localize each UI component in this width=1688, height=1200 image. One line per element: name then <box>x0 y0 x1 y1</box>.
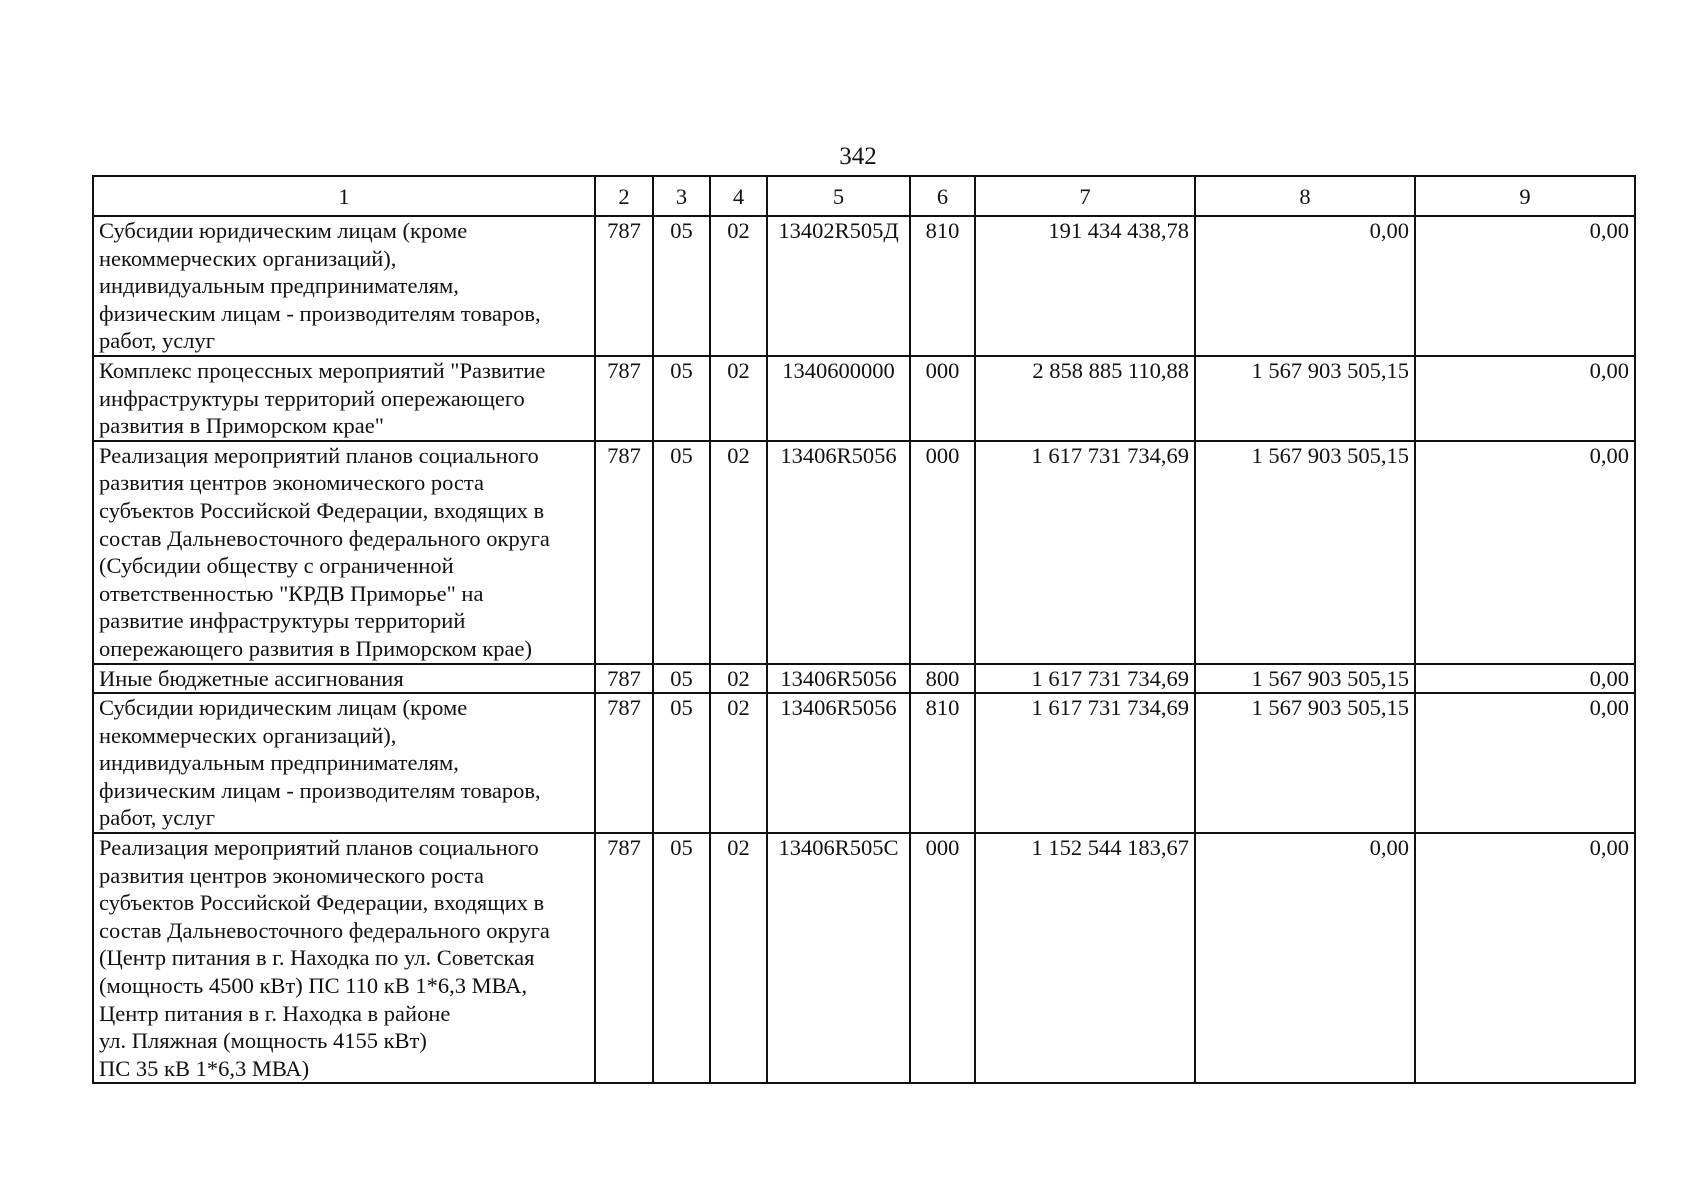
amount-col-9: 0,00 <box>1415 216 1635 356</box>
description-line: Субсидии юридическим лицам (кроме <box>99 218 468 243</box>
description-line: Реализация мероприятий планов социального <box>99 442 539 468</box>
section-code: 05 <box>653 833 710 1083</box>
description-line: индивидуальным предпринимателям, <box>99 273 459 299</box>
page-number: 342 <box>839 143 877 170</box>
amount-col-8: 1 567 903 505,15 <box>1195 356 1415 441</box>
expense-type-code: 000 <box>910 441 975 664</box>
section-code: 05 <box>653 216 710 356</box>
amount-col-8: 1 567 903 505,15 <box>1195 693 1415 833</box>
header-col-4: 4 <box>710 176 767 216</box>
description-line: (Субсидии обществу с ограниченной <box>99 553 454 579</box>
description-line: Реализация мероприятий планов социального <box>99 835 539 861</box>
table-row <box>93 441 1635 664</box>
amount-col-8: 0,00 <box>1195 216 1415 356</box>
description-line: (Центр питания в г. Находка по ул. Советская <box>99 945 535 971</box>
row-description <box>93 441 595 664</box>
target-article-code: 13402R505Д <box>767 216 910 356</box>
header-col-8: 8 <box>1195 176 1415 216</box>
expense-type-code: 810 <box>910 693 975 833</box>
header-col-9: 9 <box>1415 176 1635 216</box>
amount-col-9: 0,00 <box>1415 356 1635 441</box>
table-row <box>93 216 1635 356</box>
amount-col-7: 191 434 438,78 <box>975 216 1195 356</box>
ministry-code: 787 <box>595 216 653 356</box>
header-col-7: 7 <box>975 176 1195 216</box>
description-line: работ, услуг <box>99 328 215 354</box>
subsection-code: 02 <box>710 693 767 833</box>
target-article-code: 13406R5056 <box>767 664 910 694</box>
subsection-code: 02 <box>710 664 767 694</box>
expense-type-code: 800 <box>910 664 975 694</box>
description-line: развития в Приморском крае" <box>99 413 384 439</box>
description-line: физическим лицам - производителям товаров, <box>99 777 541 803</box>
amount-col-7: 1 617 731 734,69 <box>975 441 1195 664</box>
description-line: физическим лицам - производителям товаров, <box>99 300 541 326</box>
description-line: работ, услуг <box>99 805 215 831</box>
ministry-code: 787 <box>595 833 653 1083</box>
description-line: некоммерческих организаций), <box>99 245 397 271</box>
amount-col-8: 1 567 903 505,15 <box>1195 441 1415 664</box>
row-description <box>93 356 595 441</box>
description-line: субъектов Российской Федерации, входящих в <box>99 890 545 916</box>
subsection-code: 02 <box>710 441 767 664</box>
ministry-code: 787 <box>595 693 653 833</box>
target-article-code: 13406R5056 <box>767 441 910 664</box>
amount-col-8: 0,00 <box>1195 833 1415 1083</box>
header-col-2: 2 <box>595 176 653 216</box>
table-row <box>93 693 1635 833</box>
description-line: состав Дальневосточного федерального округа <box>99 525 550 551</box>
amount-col-7: 1 617 731 734,69 <box>975 664 1195 694</box>
description-line: Иные бюджетные ассигнования <box>99 665 404 691</box>
description-line: некоммерческих организаций), <box>99 722 397 748</box>
expense-type-code: 000 <box>910 833 975 1083</box>
subsection-code: 02 <box>710 216 767 356</box>
section-code: 05 <box>653 664 710 694</box>
section-code: 05 <box>653 356 710 441</box>
description-line: инфраструктуры территорий опережающего <box>99 385 525 411</box>
row-description <box>93 664 595 694</box>
subsection-code: 02 <box>710 356 767 441</box>
ministry-code: 787 <box>595 356 653 441</box>
amount-col-8: 1 567 903 505,15 <box>1195 664 1415 694</box>
target-article-code: 13406R5056 <box>767 693 910 833</box>
description-line: состав Дальневосточного федерального округа <box>99 917 550 943</box>
header-row <box>93 176 1635 216</box>
table-row <box>93 356 1635 441</box>
amount-col-9: 0,00 <box>1415 833 1635 1083</box>
amount-col-7: 1 617 731 734,69 <box>975 693 1195 833</box>
description-line: опережающего развития в Приморском крае) <box>99 635 532 661</box>
amount-col-9: 0,00 <box>1415 664 1635 694</box>
ministry-code: 787 <box>595 441 653 664</box>
description-line: Комплекс процессных мероприятий "Развитие <box>99 357 546 383</box>
amount-col-9: 0,00 <box>1415 693 1635 833</box>
section-code: 05 <box>653 693 710 833</box>
subsection-code: 02 <box>710 833 767 1083</box>
table-row <box>93 664 1635 694</box>
row-description <box>93 693 595 833</box>
expense-type-code: 810 <box>910 216 975 356</box>
row-description <box>93 216 595 356</box>
header-col-6: 6 <box>910 176 975 216</box>
description-line: индивидуальным предпринимателям, <box>99 750 459 776</box>
description-line: Центр питания в г. Находка в районе <box>99 1000 451 1026</box>
description-line: (мощность 4500 кВт) ПС 110 кВ 1*6,3 МВА, <box>99 973 528 999</box>
amount-col-7: 2 858 885 110,88 <box>975 356 1195 441</box>
amount-col-9: 0,00 <box>1415 441 1635 664</box>
ministry-code: 787 <box>595 664 653 694</box>
description-line: ответственностью "КРДВ Приморье" на <box>99 580 484 606</box>
budget-table <box>92 175 1636 1084</box>
section-code: 05 <box>653 441 710 664</box>
expense-type-code: 000 <box>910 356 975 441</box>
header-col-5: 5 <box>767 176 910 216</box>
description-line: развития центров экономического роста <box>99 470 484 496</box>
description-line: Субсидии юридическим лицам (кроме <box>99 695 468 721</box>
description-line: развития центров экономического роста <box>99 862 484 888</box>
description-line: субъектов Российской Федерации, входящих в <box>99 497 545 523</box>
description-line: развитие инфраструктуры территорий <box>99 608 466 634</box>
table-body <box>93 216 1635 1083</box>
description-line: ПС 35 кВ 1*6,3 МВА) <box>99 1055 310 1081</box>
row-description <box>93 833 595 1083</box>
description-line: ул. Пляжная (мощность 4155 кВт) <box>99 1028 427 1054</box>
amount-col-7: 1 152 544 183,67 <box>975 833 1195 1083</box>
target-article-code: 13406R505C <box>767 833 910 1083</box>
target-article-code: 1340600000 <box>767 356 910 441</box>
table-row <box>93 833 1635 1083</box>
header-col-3: 3 <box>653 176 710 216</box>
header-col-1: 1 <box>93 176 595 216</box>
